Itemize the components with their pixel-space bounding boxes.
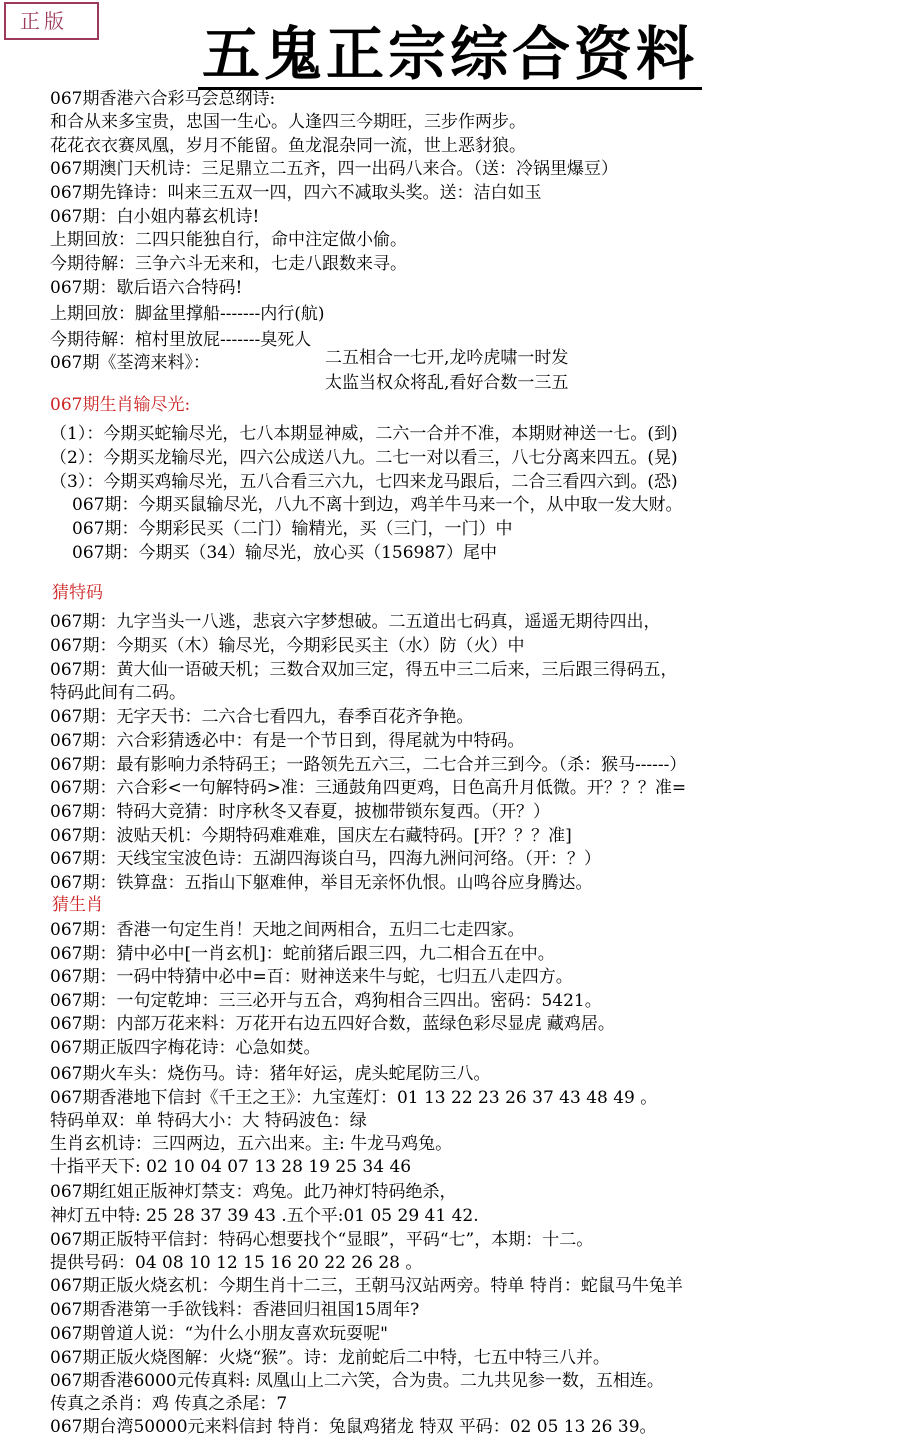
- text-line: （3）：今期买鸡输尽光，五八合看三六九，七四来龙马跟后，二合三看四六到。(恐): [50, 472, 678, 492]
- text-line: 067期：白小姐内幕玄机诗!: [50, 207, 260, 227]
- page-title-text: 五鬼正宗综合资料: [198, 21, 702, 90]
- text-line: 特码此间有二码。: [50, 683, 186, 703]
- text-line: 067期：最有影响力杀特码王；一路领先五六三，二七合并三到今。（杀：猴马------）: [50, 755, 687, 775]
- text-line: 067期：铁算盘：五指山下躯难伸，举目无亲怀仇恨。山鸣谷应身腾达。: [50, 873, 593, 893]
- text-line: 和合从来多宝贵，忠国一生心。人逢四三今期旺，三步作两步。: [50, 112, 526, 132]
- text-line: 067期正版四字梅花诗：心急如焚。: [50, 1038, 321, 1058]
- text-line: 067期香港第一手欲钱料：香港回归祖国15周年?: [50, 1300, 420, 1320]
- text-line: 067期：波贴天机：今期特码难难难，国庆左右藏特码。[开？？？准]: [50, 826, 572, 846]
- text-line: 生肖玄机诗：三四两边，五六出来。主: 牛龙马鸡兔。: [50, 1134, 453, 1154]
- text-line: 067期：今期买鼠输尽光，八九不离十到边，鸡羊牛马来一个，从中取一发大财。: [72, 495, 683, 515]
- text-line: 神灯五中特: 25 28 37 39 43 .五个平:01 05 29 41 42.: [50, 1206, 479, 1226]
- text-line: 067期先锋诗：叫来三五双一四，四六不减取头奖。送：洁白如玉: [50, 183, 542, 203]
- edition-stamp: 正版: [4, 2, 99, 40]
- text-line: 067期：猜中必中[一肖玄机]：蛇前猪后跟三四，九二相合五在中。: [50, 944, 555, 964]
- text-line: 067期：今期彩民买（二门）输精光，买（三门，一门）中: [72, 519, 513, 539]
- text-line: 067期：六合彩猜透必中：有是一个节日到，得尾就为中特码。: [50, 731, 525, 751]
- text-line: 067期：歇后语六合特码!: [50, 278, 243, 298]
- section-heading: 067期生肖输尽光:: [50, 395, 191, 415]
- text-line: 067期曾道人说：“为什么小朋友喜欢玩耍呢": [50, 1324, 388, 1344]
- text-line: 067期：九字当头一八逃，悲哀六字梦想破。二五道出七码真，遥遥无期待四出，: [50, 612, 661, 632]
- text-line: 太监当权众将乱,看好合数一三五: [325, 373, 569, 393]
- text-line: 067期香港6000元传真料: 凤凰山上二六笑，合为贵。二九共见参一数，五相连。: [50, 1371, 664, 1391]
- text-line: 二五相合一七开,龙吟虎啸一时发: [325, 348, 569, 368]
- text-line: 067期：无字天书：二六合七看四九，春季百花齐争艳。: [50, 707, 474, 727]
- text-line: 花花衣衣赛凤凰，岁月不能留。鱼龙混杂同一流，世上恶豺狼。: [50, 136, 526, 156]
- section-heading: 猜特码: [52, 583, 103, 603]
- text-line: 067期：香港一句定生肖！天地之间两相合，五归二七走四家。: [50, 920, 525, 940]
- text-line: 今期待解：棺村里放屁-------臭死人: [50, 330, 312, 350]
- text-line: 067期：特码大竞猜：时序秋冬又春夏，披枷带锁东复西。（开？）: [50, 802, 550, 822]
- text-line: 提供号码：04 08 10 12 15 16 20 22 26 28 。: [50, 1253, 423, 1273]
- text-line: 067期正版特平信封：特码心想要找个“显眼”，平码“七”，本期：十二。: [50, 1230, 594, 1250]
- text-line: 067期：一句定乾坤：三三必开与五合，鸡狗相合三四出。密码：5421。: [50, 991, 602, 1011]
- text-line: 067期红姐正版神灯禁支：鸡兔。此乃神灯特码绝杀，: [50, 1182, 457, 1202]
- text-line: （2）：今期买龙输尽光，四六公成送八九。二七一对以看三，八七分离来四五。(晃): [50, 448, 678, 468]
- text-line: 067期：黄大仙一语破天机；三数合双加三定，得五中三二后来，三后跟三得码五，: [50, 660, 678, 680]
- text-line: 067期：内部万花来料：万花开右边五四好合数，蓝绿色彩尽显虎 藏鸡居。: [50, 1014, 615, 1034]
- text-line: 上期回放：脚盆里撑船-------内行(航): [50, 304, 325, 324]
- text-line: 067期台湾50000元来料信封 特肖：兔鼠鸡猪龙 特双 平码：02 05 13 26 39。: [50, 1417, 657, 1437]
- text-line: 067期澳门天机诗：三足鼎立二五齐，四一出码八来合。（送：冷锅里爆豆）: [50, 159, 618, 179]
- text-line: 特码单双：单 特码大小：大 特码波色：绿: [50, 1111, 367, 1131]
- text-line: 067期：天线宝宝波色诗：五湖四海谈白马，四海九洲问河络。（开：？）: [50, 849, 601, 869]
- text-line: 传真之杀肖：鸡 传真之杀尾：7: [50, 1394, 288, 1414]
- text-line: 067期：今期买（木）输尽光，今期彩民买主（水）防（火）中: [50, 636, 525, 656]
- text-line: 067期：一码中特猜中必中=百：财神送来牛与蛇，七归五八走四方。: [50, 967, 573, 987]
- text-line: 067期《荃湾来料》：: [50, 353, 210, 373]
- text-line: （1）：今期买蛇输尽光，七八本期显神威，二六一合并不准，本期财神送一七。(到): [50, 424, 678, 444]
- section-heading: 猜生肖: [52, 895, 103, 915]
- text-line: 067期香港地下信封《千王之王》：九宝莲灯：01 13 22 23 26 37 43 48 49 。: [50, 1088, 658, 1108]
- text-line: 今期待解：三争六斗无来和，七走八跟数来寻。: [50, 254, 407, 274]
- text-line: 十指平天下: 02 10 04 07 13 28 19 25 34 46: [50, 1157, 412, 1177]
- text-line: 上期回放：二四只能独自行，命中注定做小偷。: [50, 230, 407, 250]
- text-line: 067期正版火烧玄机：今期生肖十二三，王朝马汉站两旁。特单 特肖：蛇鼠马牛兔羊: [50, 1276, 683, 1296]
- text-line: 067期：六合彩<一句解特码>准：三通鼓角四更鸡，日色高升月低微。开？？？准=: [50, 778, 687, 798]
- text-line: 067期香港六合彩马会总纲诗:: [50, 89, 276, 109]
- text-line: 067期正版火烧图解：火烧“猴”。诗：龙前蛇后二中特，七五中特三八并。: [50, 1348, 610, 1368]
- text-line: 067期：今期买（34）输尽光，放心买（156987）尾中: [72, 543, 497, 563]
- text-line: 067期火车头：烧伤马。诗：猪年好运，虎头蛇尾防三八。: [50, 1064, 491, 1084]
